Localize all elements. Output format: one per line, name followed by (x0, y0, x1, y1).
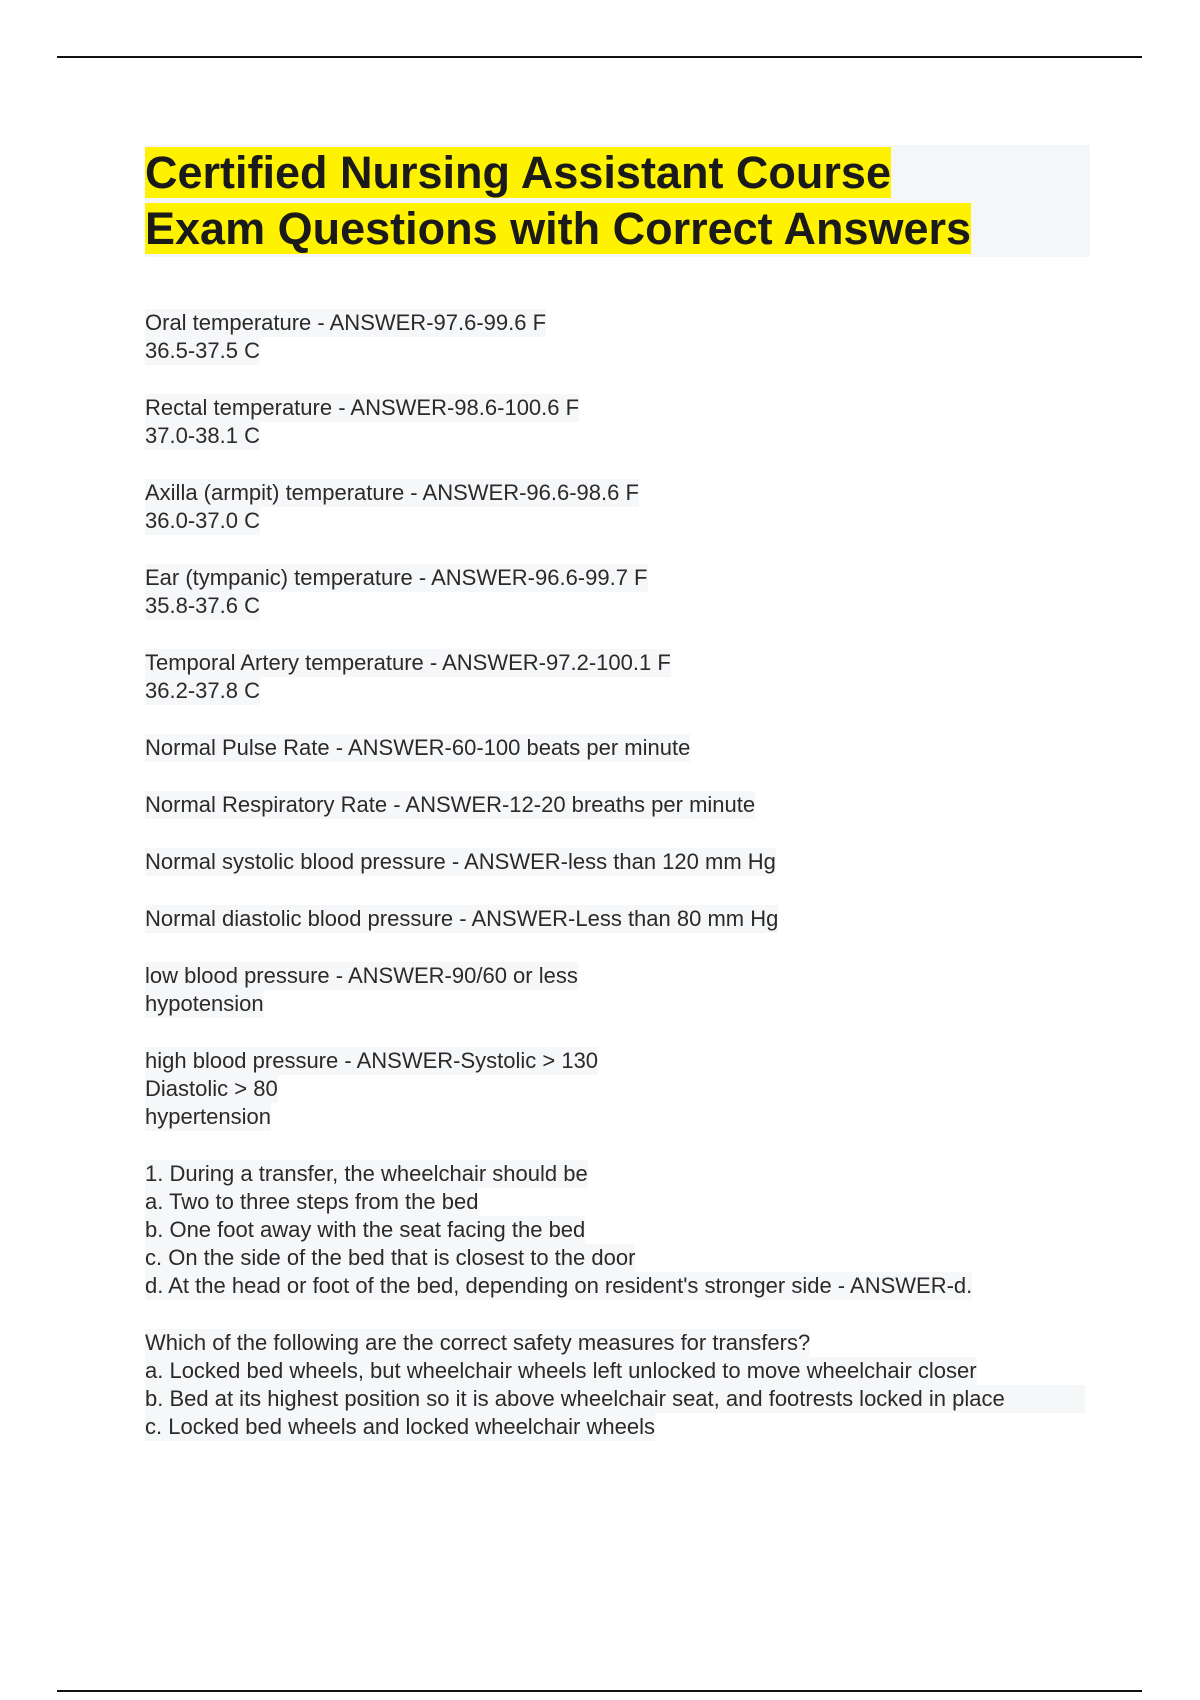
answer-line: b. Bed at its highest position so it is above wheelchair seat, and footrests locked in place (145, 1385, 1085, 1413)
question-text: Temporal Artery temperature - ANSWER-97.2-100.1 F (145, 650, 671, 675)
answer-line: a. Locked bed wheels, but wheelchair wheels left unlocked to move wheelchair closer (145, 1358, 977, 1383)
answer-line: hypotension (145, 991, 264, 1016)
question-item (145, 734, 1090, 762)
question-item (145, 649, 1090, 705)
question-text: Normal systolic blood pressure - ANSWER-less than 120 mm Hg (145, 849, 776, 874)
question-text: Normal Pulse Rate - ANSWER-60-100 beats per minute (145, 735, 691, 760)
question-list (145, 309, 1090, 1441)
document-title (145, 145, 1090, 257)
answer-line: b. One foot away with the seat facing the bed (145, 1217, 586, 1242)
question-item (145, 848, 1090, 876)
answer-line: 35.8-37.6 C (145, 593, 260, 618)
answer-line: 36.0-37.0 C (145, 508, 260, 533)
question-text: 1. During a transfer, the wheelchair should be (145, 1161, 588, 1186)
question-text: low blood pressure - ANSWER-90/60 or less (145, 963, 578, 988)
question-item (145, 309, 1090, 365)
header-rule (57, 56, 1142, 58)
question-item (145, 394, 1090, 450)
answer-line: c. On the side of the bed that is closest to the door (145, 1245, 636, 1270)
question-text: Normal Respiratory Rate - ANSWER-12-20 breaths per minute (145, 792, 756, 817)
question-text: Rectal temperature - ANSWER-98.6-100.6 F (145, 395, 580, 420)
answer-line: c. Locked bed wheels and locked wheelchair wheels (145, 1414, 655, 1439)
footer-rule (57, 1690, 1142, 1692)
question-item (145, 905, 1090, 933)
answer-line: hypertension (145, 1104, 271, 1129)
question-item (145, 962, 1090, 1018)
answer-line: d. At the head or foot of the bed, depending on resident's stronger side - ANSWER-d. (145, 1273, 973, 1298)
title-line-2: Exam Questions with Correct Answers (145, 203, 972, 254)
question-text: Ear (tympanic) temperature - ANSWER-96.6-99.7 F (145, 565, 648, 590)
answer-line: 36.2-37.8 C (145, 678, 260, 703)
question-text: Which of the following are the correct safety measures for transfers? (145, 1330, 811, 1355)
answer-line: 36.5-37.5 C (145, 338, 260, 363)
answer-line: Diastolic > 80 (145, 1076, 278, 1101)
question-item (145, 1329, 1090, 1441)
answer-line: 37.0-38.1 C (145, 423, 260, 448)
question-item (145, 479, 1090, 535)
question-text: Normal diastolic blood pressure - ANSWER-Less than 80 mm Hg (145, 906, 779, 931)
question-item (145, 791, 1090, 819)
title-line-1: Certified Nursing Assistant Course (145, 147, 891, 198)
answer-line: a. Two to three steps from the bed (145, 1189, 479, 1214)
question-text: high blood pressure - ANSWER-Systolic > 130 (145, 1048, 599, 1073)
document-body (145, 145, 1090, 1470)
question-item (145, 564, 1090, 620)
question-item (145, 1047, 1090, 1131)
question-text: Axilla (armpit) temperature - ANSWER-96.6-98.6 F (145, 480, 639, 505)
question-item (145, 1160, 1090, 1300)
question-text: Oral temperature - ANSWER-97.6-99.6 F (145, 310, 547, 335)
